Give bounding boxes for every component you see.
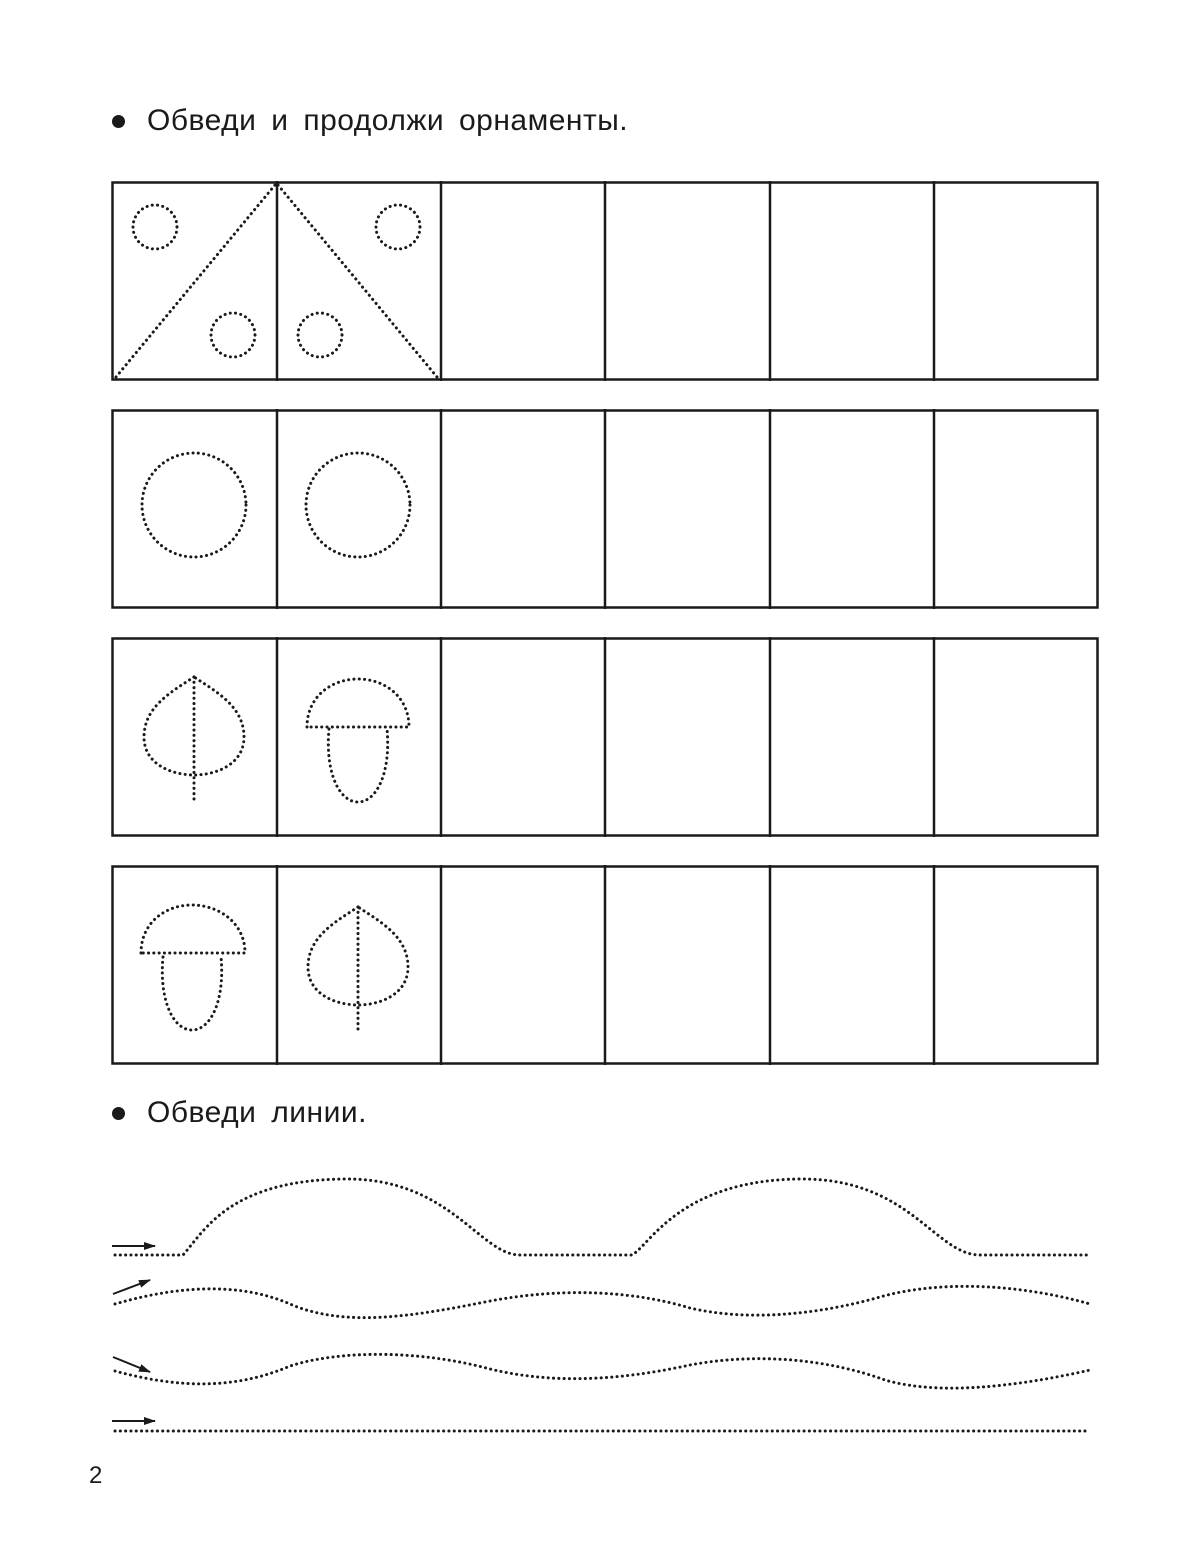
leaf-icon [308,907,408,1033]
ornament-row-3 [111,637,1099,837]
page-number: 2 [89,1462,103,1489]
tracing-line-humps [115,1179,1090,1255]
ornament-row-1 [111,181,1099,381]
bullet-icon [112,115,125,128]
cell-triangle-left [116,185,275,377]
instruction-ornaments-text: Обведи и продолжи орнаменты. [147,104,629,137]
mushroom-icon [307,679,409,802]
tracing-lines [0,1160,1193,1460]
arrow-up-right-icon [113,1280,150,1294]
tracing-line-wave [115,1286,1090,1317]
mushroom-icon [141,905,245,1030]
tracing-line-wave-inverted [115,1354,1090,1388]
dotted-circle-2 [306,453,410,557]
instruction-lines [112,1096,367,1130]
ornament-row-4 [111,865,1099,1065]
leaf-icon [144,677,244,802]
instruction-ornaments [112,104,628,138]
bullet-icon [112,1107,125,1120]
cell-triangle-right [278,185,437,377]
arrow-down-right-icon [113,1357,150,1372]
instruction-lines-text: Обведи линии. [147,1096,367,1129]
dotted-circle-1 [142,453,246,557]
ornament-row-2 [111,409,1099,609]
